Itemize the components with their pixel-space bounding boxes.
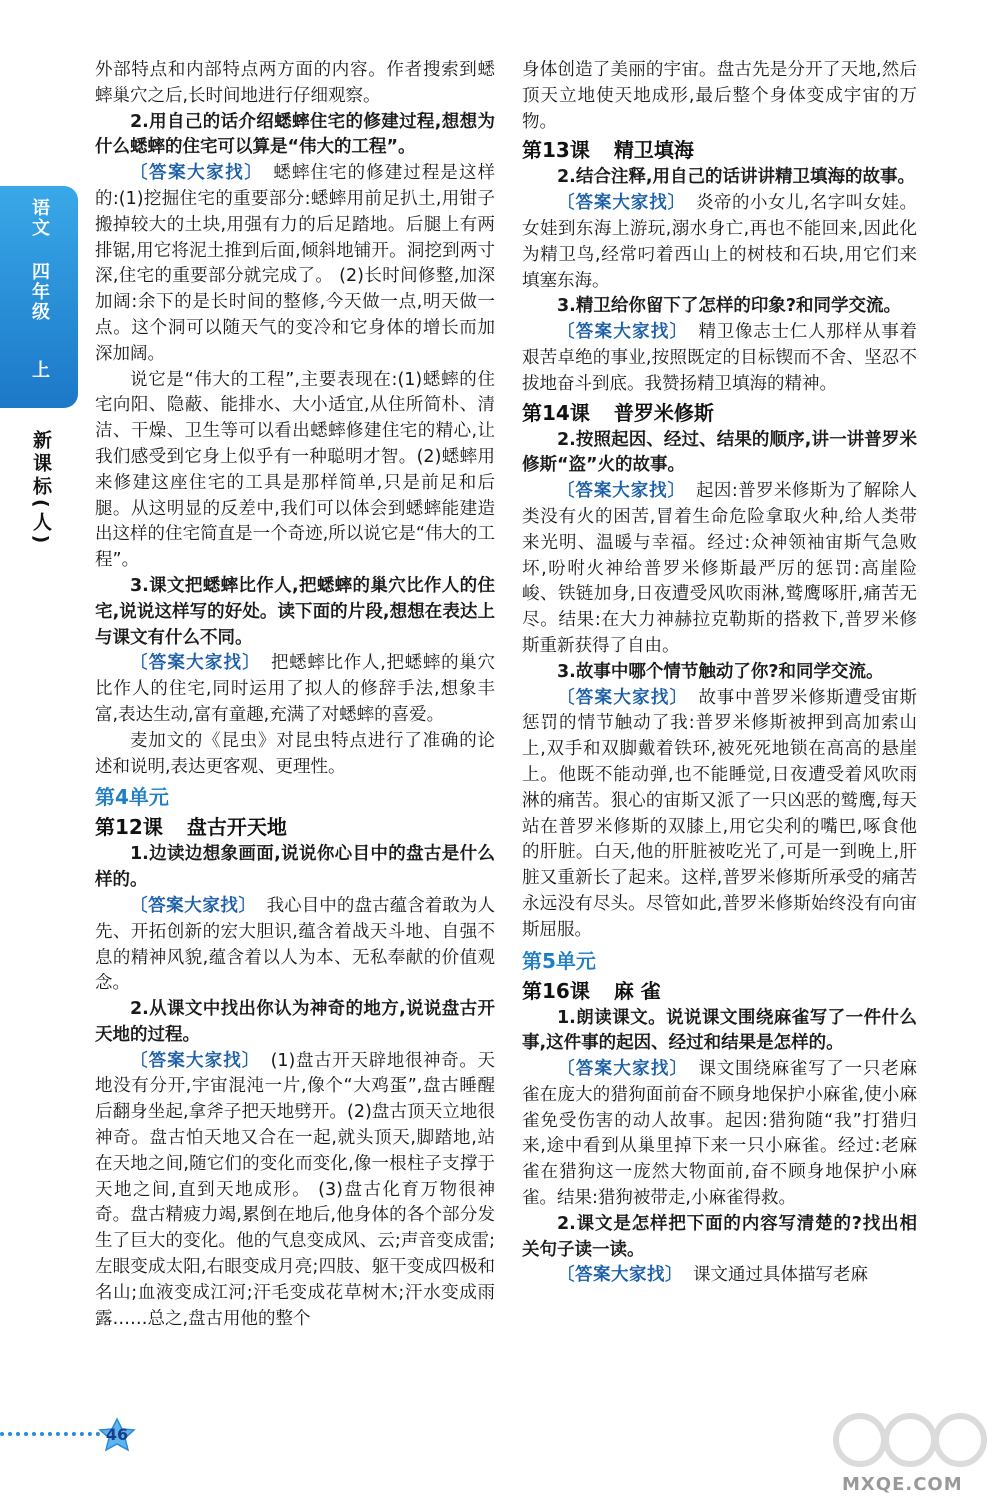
question: 3.精卫给你留下了怎样的印象?和同学交流。: [557, 296, 901, 317]
lesson-number: 第12课: [95, 815, 163, 840]
answer-tag: 〔答案大家找〕: [130, 1050, 261, 1071]
answer: [95, 651, 495, 728]
answer: [522, 479, 917, 660]
question: 3.故事中哪个情节触动了你?和同学交流。: [557, 661, 884, 682]
lesson-name: 麻 雀: [613, 978, 661, 1003]
answer-text: 精卫像志士仁人那样从事着艰苦卓绝的事业,按照既定的目标锲而不舍、坚忍不拔地奋斗到底。我赞扬精卫填海的精神。: [522, 322, 918, 394]
question: 1.朗读课文。说说课文围绕麻雀写了一件什么事,这件事的起因、经过和结果是怎样的。: [522, 1007, 917, 1054]
paragraph: 麦加文的《昆虫》对昆虫特点进行了准确的论述和说明,表达更客观、更理性。: [95, 730, 495, 777]
question: 2.从课文中找出你认为神奇的地方,说说盘古开天地的过程。: [95, 999, 495, 1045]
answer: [95, 161, 495, 367]
lesson-heading: [95, 812, 495, 842]
answer-text: 起因:普罗米修斯为了解除人类没有火的困苦,冒着生命危险拿取火种,给人类带来光明、温暖与幸福。经过:众神领袖宙斯气急败坏,吩咐火神给普罗米修斯最严厉的惩罚:高崖险峻、铁链加身,日夜遭受风吹雨淋,鹫鹰啄肝,痛苦无尽。结果:在大力神赫拉克勒斯的搭救下,普罗米修斯重新获得了自由。: [522, 481, 917, 656]
side-tab-grade: 四年级: [29, 262, 50, 322]
lesson-name: 精卫填海: [613, 138, 694, 163]
answer-tag: 〔答案大家找〕: [557, 322, 689, 343]
right-column: [522, 58, 917, 1289]
lesson-name: 盘古开天地: [186, 815, 287, 840]
answer: [522, 320, 917, 397]
unit-heading: 第5单元: [522, 948, 596, 973]
answer: [522, 686, 917, 944]
answer-text: 课文围绕麻雀写了一只老麻雀在庞大的猎狗面前奋不顾身地保护小麻雀,使小麻雀免受伤害的动人故事。起因:猎狗随“我”打猎归来,途中看到从巢里掉下来一只小麻雀。经过:老麻雀在猎狗这一庞然大物面前,奋不顾身地保护小麻雀。结果:猎狗被带走,小麻雀得救。: [522, 1059, 918, 1209]
answer-tag: 〔答案大家找〕: [557, 1059, 689, 1080]
answer: [522, 1057, 917, 1212]
unit-heading: 第4单元: [95, 785, 169, 810]
question: 2.用自己的话介绍蟋蟀住宅的修建过程,想想为什么蟋蟀的住宅可以算是“伟大的工程”。: [95, 111, 495, 158]
answer-text: 蟋蟀住宅的修建过程是这样的:(1)挖掘住宅的重要部分:蟋蟀用前足扒土,用钳子搬掉较大的土块,用强有力的后足踏地。后腿上有两排锯,用它将泥土推到后面,倾斜地铺开。洞挖到两寸深,住宅的重要部分就完成了。 (2)长时间修整,加深加阔:余下的是长时间的整修,今天做一点,明天做一点。这个洞可以随天气的变冷和它身体的增长而加深加阔。: [95, 163, 496, 364]
answer-text: (1)盘古开天辟地很神奇。天地没有分开,宇宙混沌一片,像个“大鸡蛋”,盘古睡醒后翻身坐起,拿斧子把天地劈开。(2)盘古顶天立地很神奇。盘古怕天地又合在一起,就头顶天,脚踏地,站在天地之间,随它们的变化而变化,像一根柱子支撑于天地之间,直到天地成形。 (3)盘古化育万物很神奇。盘古精疲力竭,累倒在地后,他身体的各个部分发生了巨大的变化。他的气息变成风、云;声音变成雷;左眼变成太阳,右眼变成月亮;四肢、躯干变成四极和名山;血液变成江河;汗毛变成花草树木;汗水变成雨露……总之,盘古用他的整个: [95, 1050, 496, 1329]
paragraph: 身体创造了美丽的宇宙。盘古先是分开了天地,然后顶天立地使天地成形,最后整个身体变成宇宙的万物。: [522, 60, 917, 132]
answer-tag: 〔答案大家找〕: [557, 193, 687, 214]
question: 3.课文把蟋蟀比作人,把蟋蟀的巢穴比作人的住宅,说说这样写的好处。读下面的片段,想想在表达上与课文有什么不同。: [95, 575, 495, 648]
lesson-number: 第13课: [522, 138, 590, 163]
answer: [522, 191, 917, 294]
answer-text: 把蟋蟀比作人,把蟋蟀的巢穴比作人的住宅,同时运用了拟人的修辞手法,想象丰富,表达生动,富有童趣,充满了对蟋蟀的喜爱。: [95, 653, 496, 725]
question: 2.课文是怎样把下面的内容写清楚的?找出相关句子读一读。: [522, 1213, 917, 1260]
paragraph: 外部特点和内部特点两方面的内容。作者搜索到蟋蟀巢穴之后,长时间地进行仔细观察。: [95, 60, 495, 106]
answer-text: 课文通过具体描写老麻: [693, 1265, 868, 1286]
question: 2.按照起因、经过、结果的顺序,讲一讲普罗米修斯“盗”火的故事。: [522, 429, 917, 476]
footer-dotted-line: [0, 1432, 100, 1440]
answer-tag: 〔答案大家找〕: [130, 653, 261, 674]
question: 2.结合注释,用自己的话讲讲精卫填海的故事。: [557, 167, 915, 188]
answer-tag: 〔答案大家找〕: [557, 687, 689, 708]
lesson-name: 普罗米修斯: [613, 400, 714, 425]
lesson-number: 第16课: [522, 978, 590, 1003]
side-tab-term: 上: [29, 360, 50, 380]
lesson-heading: [522, 135, 917, 165]
watermark-text: MXQE.COM: [842, 1474, 963, 1495]
answer: [95, 1049, 495, 1333]
answer-text: 故事中普罗米修斯遭受宙斯惩罚的情节触动了我:普罗米修斯被押到高加索山上,双手和双脚戴着铁环,被死死地锁在高高的悬崖上。他既不能动弹,也不能睡觉,日夜遭受着风吹雨淋的痛苦。狠心的宙斯又派了一只凶恶的鹫鹰,每天站在普罗米修斯的双膝上,用它尖利的嘴巴,啄食他的肝脏。白天,他的肝脏被吃光了,可是一到晚上,肝脏又重新长了起来。这样,普罗米修斯所承受的痛苦永远没有尽头。尽管如此,普罗米修斯始终没有向宙斯屈服。: [522, 687, 918, 940]
answer-tag: 〔答案大家找〕: [557, 481, 686, 502]
lesson-number: 第14课: [522, 400, 590, 425]
answer: [522, 1263, 917, 1289]
answer-tag: 〔答案大家找〕: [130, 163, 264, 184]
side-tab-subject: 语文: [29, 198, 50, 238]
lesson-heading: [522, 976, 917, 1006]
page-number: 46: [105, 1425, 129, 1444]
answer-text: 我心目中的盘古蕴含着敢为人先、开拓创新的宏大胆识,蕴含着战天斗地、自强不息的精神风貌,蕴含着以人为本、无私奉献的价值观念。: [95, 895, 496, 994]
paragraph: 说它是“伟大的工程”,主要表现在:(1)蟋蟀的住宅向阳、隐蔽、能排水、大小适宜,从住所简朴、清洁、干燥、卫生等可以看出蟋蟀修建住宅的精心,让我们感受到它身上似乎有一种聪明才智。(2)蟋蟀用来修建这座住宅的工具是那样简单,只是前足和后腿。从这明显的反差中,我们可以体会到蟋蟀能建造出这样的住宅简直是一个奇迹,所以说它是“伟大的工程”。: [95, 369, 495, 571]
lesson-heading: [522, 398, 917, 428]
question: 1.边读边想象画面,说说你心目中的盘古是什么样的。: [95, 844, 495, 891]
answer-text: 炎帝的小女儿,名字叫女娃。女娃到东海上游玩,溺水身亡,再也不能回来,因此化为精卫鸟,经常叼着西山上的树枝和石块,用它们来填塞东海。: [522, 193, 918, 291]
side-series-label: 新课标(人): [30, 430, 52, 548]
answer-tag: 〔答案大家找〕: [130, 895, 257, 916]
left-column: [95, 58, 495, 1332]
answer: [95, 894, 495, 997]
answer-tag: 〔答案大家找〕: [557, 1265, 683, 1286]
